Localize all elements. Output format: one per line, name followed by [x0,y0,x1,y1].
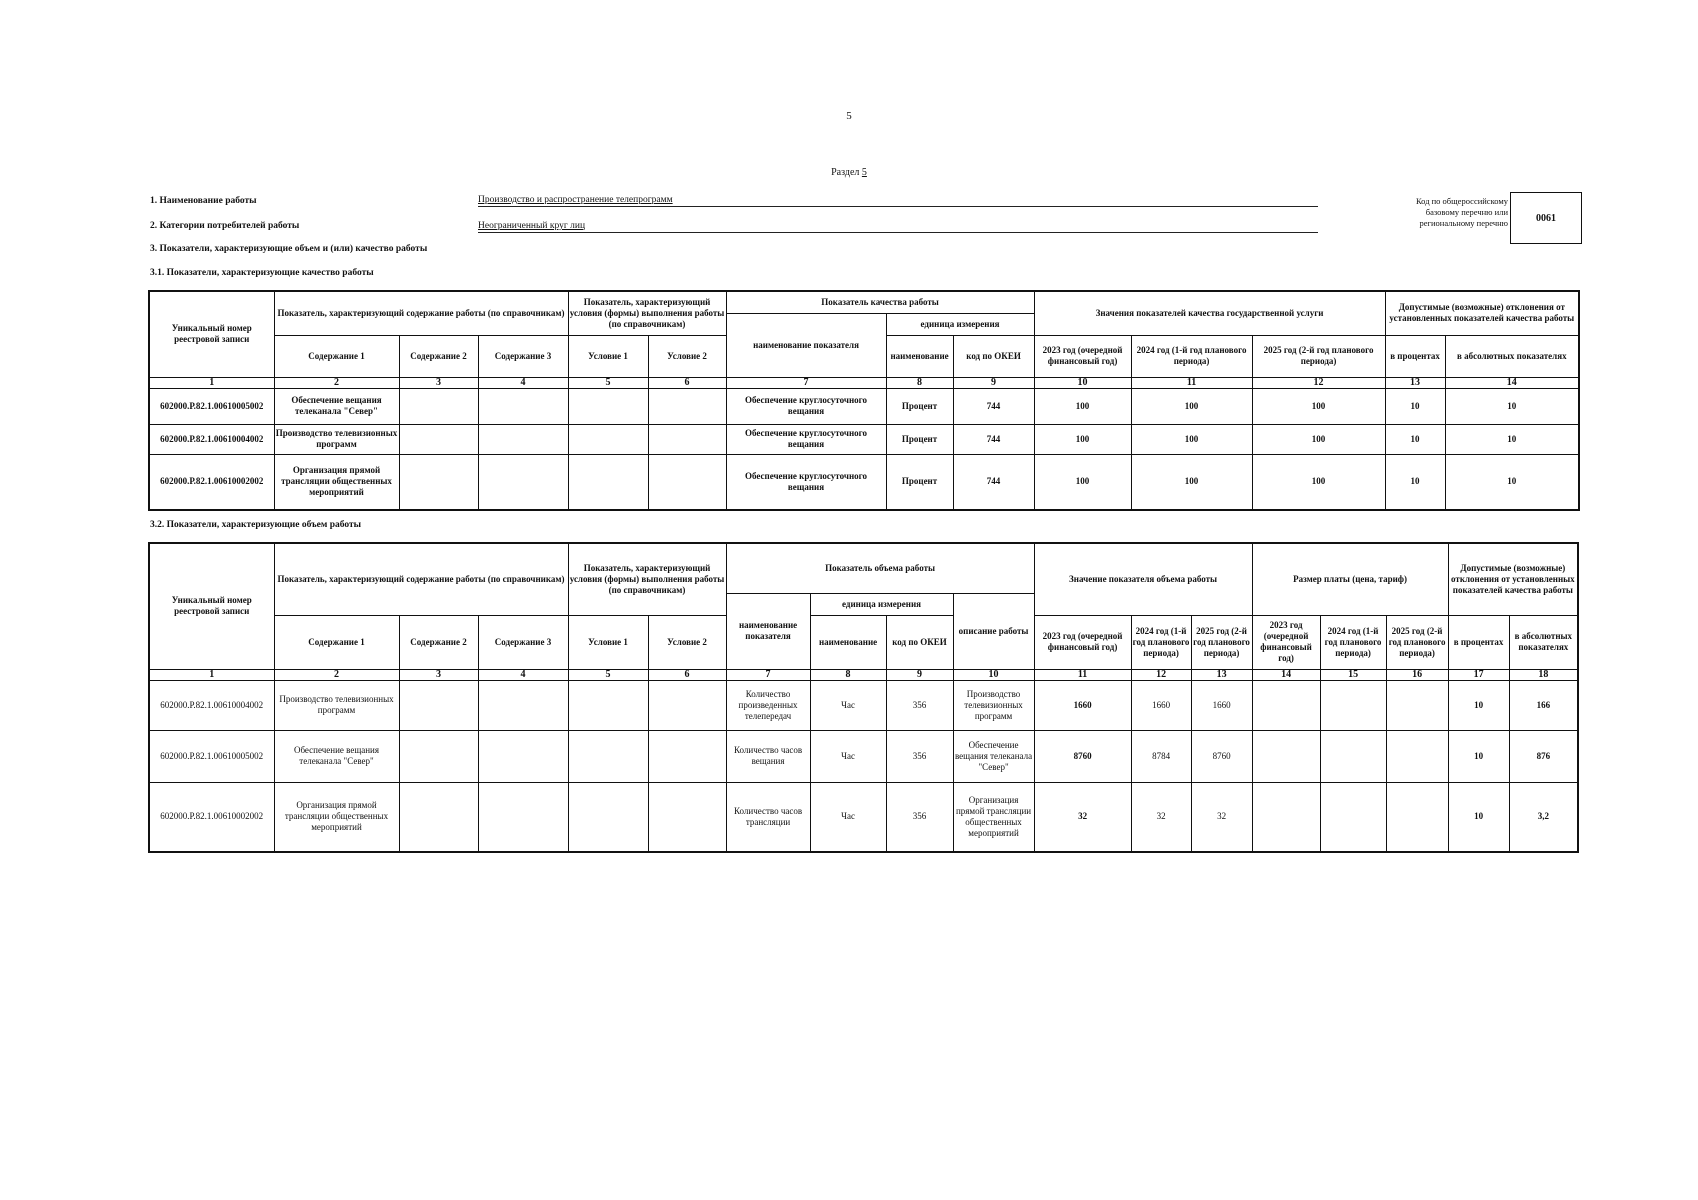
vt-content2 [399,680,478,730]
qt-dev-pct: 10 [1385,454,1445,510]
qt-colnum: 6 [648,377,726,388]
vt-colnum: 7 [726,669,810,680]
vt-okei: 356 [886,730,953,782]
vt-okei: 356 [886,680,953,730]
qt-colnum: 9 [953,377,1034,388]
qt-colnum: 13 [1385,377,1445,388]
vt-h-condition-group: Показатель, характеризующий условия (формы) выполнения работы (по справочникам) [568,543,726,615]
qt-dev-abs: 10 [1445,424,1579,454]
vt-h-volume-group: Показатель объема работы [726,543,1034,593]
volume-table [148,542,1579,853]
code-box [1510,192,1582,244]
vt-h-fee-group: Размер платы (цена, тариф) [1252,543,1448,615]
qt-cond2 [648,424,726,454]
vt-h-content1: Содержание 1 [274,615,399,669]
table-row [149,680,1578,730]
qt-h-registry: Уникальный номер реестровой записи [149,291,274,377]
qt-content2 [399,454,478,510]
vt-content3 [478,730,568,782]
section-title [0,167,1698,178]
vt-h-unit-group: единица измерения [810,593,953,615]
qt-h-dev-pct: в процентах [1385,335,1445,377]
qt-cond1 [568,454,648,510]
qt-content1: Производство телевизионных программ [274,424,399,454]
vt-okei: 356 [886,782,953,852]
qt-h-content2: Содержание 2 [399,335,478,377]
qt-colnum: 1 [149,377,274,388]
vt-dev-abs: 3,2 [1509,782,1578,852]
qt-h-content3: Содержание 3 [478,335,568,377]
vt-colnum: 1 [149,669,274,680]
indicators-heading: 3. Показатели, характеризующие объем и (или) качество работы [150,244,428,254]
qt-h-unit-name: наименование [886,335,953,377]
qt-h-content1: Содержание 1 [274,335,399,377]
qt-colnum: 5 [568,377,648,388]
vt-h-dev-pct: в процентах [1448,615,1509,669]
qt-v2025: 100 [1252,454,1385,510]
qt-content2 [399,424,478,454]
vt-colnum: 3 [399,669,478,680]
qt-colnum: 12 [1252,377,1385,388]
vt-content3 [478,782,568,852]
vt-colnum: 6 [648,669,726,680]
vt-colnum: 4 [478,669,568,680]
qt-h-dev-group: Допустимые (возможные) отклонения от установленных показателей качества работы [1385,291,1579,335]
vt-indicator: Количество произведенных телепередач [726,680,810,730]
qt-registry: 602000.Р.82.1.00610004002 [149,424,274,454]
table-row [149,454,1579,510]
vt-colnum: 2 [274,669,399,680]
qt-colnum: 4 [478,377,568,388]
qt-v2024: 100 [1131,424,1252,454]
vt-h-indicator-name: наименование показателя [726,593,810,669]
qt-colnum: 2 [274,377,399,388]
consumers-rule [478,232,1318,233]
vt-h-content3: Содержание 3 [478,615,568,669]
qt-v2024: 100 [1131,454,1252,510]
work-name-rule [478,206,1318,207]
vt-h-unit-name: наименование [810,615,886,669]
vt-dev-pct: 10 [1448,730,1509,782]
section-number: 5 [861,167,867,178]
consumers-label: 2. Категории потребителей работы [150,221,300,231]
vt-indicator: Количество часов трансляции [726,782,810,852]
qt-indicator: Обеспечение круглосуточного вещания [726,424,886,454]
qt-indicator: Обеспечение круглосуточного вещания [726,454,886,510]
qt-cond1 [568,388,648,424]
vt-unit: Час [810,782,886,852]
table-row [149,388,1579,424]
vt-description: Организация прямой трансляции общественных мероприятий [953,782,1034,852]
vt-f2023 [1252,782,1320,852]
qt-colnum: 3 [399,377,478,388]
qt-dev-pct: 10 [1385,424,1445,454]
table-row [149,424,1579,454]
vt-cond1 [568,680,648,730]
table-row [149,782,1578,852]
qt-registry: 602000.Р.82.1.00610005002 [149,388,274,424]
qt-okei: 744 [953,424,1034,454]
qt-content3 [478,454,568,510]
vt-colnum: 12 [1131,669,1191,680]
vt-cond2 [648,782,726,852]
vt-v2025: 8760 [1191,730,1252,782]
quality-heading: 3.1. Показатели, характеризующие качество работы [150,268,374,278]
vt-content1: Обеспечение вещания телеканала "Север" [274,730,399,782]
section-prefix: Раздел [831,167,860,178]
vt-registry: 602000.Р.82.1.00610002002 [149,782,274,852]
qt-unit: Процент [886,424,953,454]
qt-colnum: 10 [1034,377,1131,388]
vt-h-y2024: 2024 год (1-й год планового периода) [1131,615,1191,669]
vt-v2023: 1660 [1034,680,1131,730]
qt-v2025: 100 [1252,424,1385,454]
vt-f2025 [1386,730,1448,782]
vt-v2024: 8784 [1131,730,1191,782]
vt-dev-pct: 10 [1448,680,1509,730]
vt-dev-abs: 876 [1509,730,1578,782]
qt-okei: 744 [953,454,1034,510]
vt-colnum: 14 [1252,669,1320,680]
qt-colnum: 14 [1445,377,1579,388]
qt-content3 [478,424,568,454]
qt-okei: 744 [953,388,1034,424]
qt-dev-pct: 10 [1385,388,1445,424]
vt-f2023 [1252,680,1320,730]
qt-dev-abs: 10 [1445,454,1579,510]
qt-h-unit-group: единица измерения [886,313,1034,335]
qt-cond1 [568,424,648,454]
vt-colnum: 16 [1386,669,1448,680]
qt-content1: Обеспечение вещания телеканала "Север" [274,388,399,424]
vt-h-dev-abs: в абсолютных показателях [1509,615,1578,669]
vt-h-cond2: Условие 2 [648,615,726,669]
qt-cond2 [648,388,726,424]
qt-colnum: 7 [726,377,886,388]
vt-unit: Час [810,680,886,730]
vt-h-f2024: 2024 год (1-й год планового периода) [1320,615,1386,669]
vt-colnum: 11 [1034,669,1131,680]
qt-registry: 602000.Р.82.1.00610002002 [149,454,274,510]
vt-h-values-group: Значение показателя объема работы [1034,543,1252,615]
qt-content1: Организация прямой трансляции общественных мероприятий [274,454,399,510]
vt-f2025 [1386,680,1448,730]
vt-h-f2023: 2023 год (очередной финансовый год) [1252,615,1320,669]
qt-h-y2025: 2025 год (2-й год планового периода) [1252,335,1385,377]
vt-colnum: 15 [1320,669,1386,680]
vt-v2023: 32 [1034,782,1131,852]
vt-h-description: описание работы [953,593,1034,669]
vt-v2024: 32 [1131,782,1191,852]
code-box-label: Код по общероссийскому базовому перечню или региональному перечню [1415,196,1508,228]
vt-cond1 [568,730,648,782]
quality-table [148,290,1580,511]
vt-v2025: 32 [1191,782,1252,852]
qt-dev-abs: 10 [1445,388,1579,424]
work-name-label: 1. Наименование работы [150,196,257,206]
vt-f2023 [1252,730,1320,782]
qt-v2023: 100 [1034,388,1131,424]
vt-colnum: 8 [810,669,886,680]
qt-v2023: 100 [1034,454,1131,510]
vt-dev-pct: 10 [1448,782,1509,852]
vt-h-content-group: Показатель, характеризующий содержание работы (по справочникам) [274,543,568,615]
qt-h-quality-group: Показатель качества работы [726,291,1034,313]
qt-content3 [478,388,568,424]
vt-content1: Производство телевизионных программ [274,680,399,730]
page-number: 5 [846,110,852,122]
vt-description: Производство телевизионных программ [953,680,1034,730]
vt-content3 [478,680,568,730]
table-row [149,730,1578,782]
qt-h-y2024: 2024 год (1-й год планового периода) [1131,335,1252,377]
qt-indicator: Обеспечение круглосуточного вещания [726,388,886,424]
qt-cond2 [648,454,726,510]
qt-v2024: 100 [1131,388,1252,424]
vt-cond2 [648,680,726,730]
qt-v2025: 100 [1252,388,1385,424]
qt-h-y2023: 2023 год (очередной финансовый год) [1034,335,1131,377]
qt-colnum: 8 [886,377,953,388]
qt-colnum: 11 [1131,377,1252,388]
qt-unit: Процент [886,454,953,510]
vt-f2024 [1320,730,1386,782]
vt-description: Обеспечение вещания телеканала "Север" [953,730,1034,782]
qt-content2 [399,388,478,424]
vt-f2025 [1386,782,1448,852]
vt-v2025: 1660 [1191,680,1252,730]
vt-v2024: 1660 [1131,680,1191,730]
qt-h-condition-group: Показатель, характеризующий условия (формы) выполнения работы (по справочникам) [568,291,726,335]
consumers-value: Неограниченный круг лиц [478,221,586,231]
vt-h-content2: Содержание 2 [399,615,478,669]
code-box-value: 0061 [1536,212,1556,224]
vt-h-okei: код по ОКЕИ [886,615,953,669]
vt-colnum: 13 [1191,669,1252,680]
qt-h-okei: код по ОКЕИ [953,335,1034,377]
vt-h-f2025: 2025 год (2-й год планового периода) [1386,615,1448,669]
vt-unit: Час [810,730,886,782]
vt-h-y2023: 2023 год (очередной финансовый год) [1034,615,1131,669]
qt-h-dev-abs: в абсолютных показателях [1445,335,1579,377]
qt-h-content-group: Показатель, характеризующий содержание работы (по справочникам) [274,291,568,335]
vt-h-dev-group: Допустимые (возможные) отклонения от установленных показателей качества работы [1448,543,1578,615]
vt-h-y2025: 2025 год (2-й год планового периода) [1191,615,1252,669]
vt-indicator: Количество часов вещания [726,730,810,782]
vt-dev-abs: 166 [1509,680,1578,730]
vt-colnum: 9 [886,669,953,680]
qt-v2023: 100 [1034,424,1131,454]
qt-h-values-group: Значения показателей качества государственной услуги [1034,291,1385,335]
qt-h-indicator-name: наименование показателя [726,313,886,377]
vt-h-cond1: Условие 1 [568,615,648,669]
vt-colnum: 17 [1448,669,1509,680]
vt-cond2 [648,730,726,782]
qt-h-cond2: Условие 2 [648,335,726,377]
qt-unit: Процент [886,388,953,424]
vt-registry: 602000.Р.82.1.00610005002 [149,730,274,782]
vt-content1: Организация прямой трансляции общественных мероприятий [274,782,399,852]
vt-content2 [399,782,478,852]
work-name-value: Производство и распространение телепрограмм [478,195,673,205]
vt-f2024 [1320,680,1386,730]
qt-h-cond1: Условие 1 [568,335,648,377]
vt-f2024 [1320,782,1386,852]
vt-colnum: 10 [953,669,1034,680]
vt-h-registry: Уникальный номер реестровой записи [149,543,274,669]
volume-heading: 3.2. Показатели, характеризующие объем работы [150,520,362,530]
vt-colnum: 18 [1509,669,1578,680]
vt-content2 [399,730,478,782]
vt-registry: 602000.Р.82.1.00610004002 [149,680,274,730]
vt-cond1 [568,782,648,852]
vt-colnum: 5 [568,669,648,680]
vt-v2023: 8760 [1034,730,1131,782]
